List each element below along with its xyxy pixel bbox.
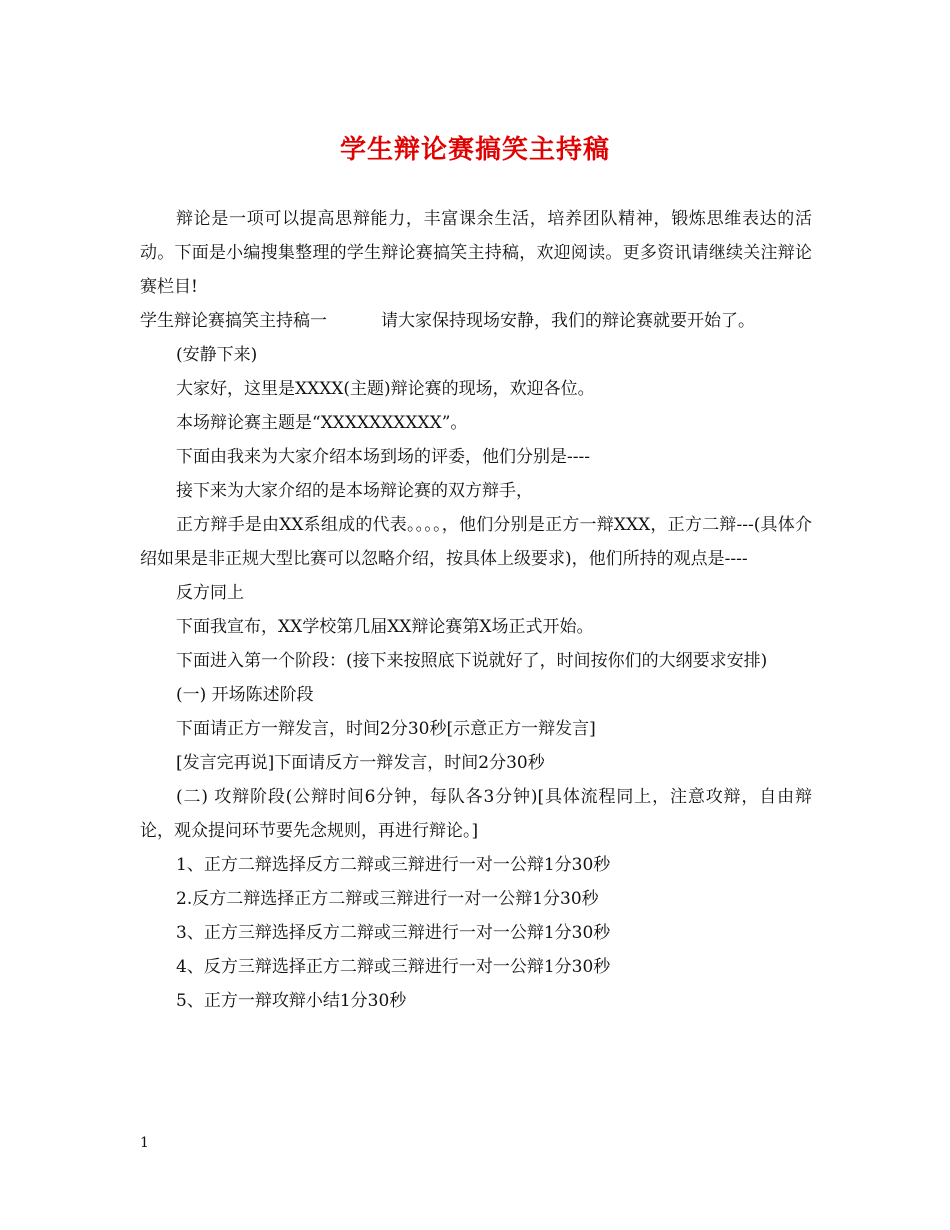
- list-item: 1、正方二辩选择反方二辩或三辩进行一对一公辩1分30秒: [176, 855, 611, 875]
- list-item: 5、正方一辩攻辩小结1分30秒: [176, 991, 407, 1011]
- page-number: 1: [140, 1135, 149, 1151]
- body-paragraph: (安静下来): [176, 345, 258, 365]
- body-paragraph: 接下来为大家介绍的是本场辩论赛的双方辩手，: [176, 481, 533, 501]
- body-paragraph: 反方同上: [176, 583, 244, 603]
- list-item: 3、正方三辩选择反方二辩或三辩进行一对一公辩1分30秒: [176, 923, 611, 943]
- body-paragraph: [发言完再说]下面请反方一辩发言，时间2分30秒: [176, 753, 545, 773]
- list-item: 4、反方三辩选择正方二辩或三辩进行一对一公辩1分30秒: [176, 957, 611, 977]
- section-first-line: [140, 304, 812, 338]
- body-paragraph: 下面由我来为大家介绍本场到场的评委，他们分别是----: [176, 447, 590, 467]
- list-item: 2.反方二辩选择正方二辩或三辩进行一对一公辩1分30秒: [176, 889, 599, 909]
- body-paragraph: 大家好，这里是XXXX(主题)辩论赛的现场，欢迎各位。: [176, 379, 595, 399]
- body-paragraph: 下面请正方一辩发言，时间2分30秒[示意正方一辩发言]: [176, 719, 596, 739]
- intro-paragraph: 辩论是一项可以提高思辩能力，丰富课余生活，培养团队精神，锻炼思维表达的活动。下面是小编搜集整理的学生辩论赛搞笑主持稿，欢迎阅读。更多资讯请继续关注辩论赛栏目!: [140, 209, 812, 297]
- stage-heading: (一) 开场陈述阶段: [176, 685, 314, 705]
- body-paragraph: 本场辩论赛主题是“XXXXXXXXXX”。: [176, 413, 468, 433]
- body-paragraph: 正方辩手是由XX系组成的代表。。。。，他们分别是正方一辩XXX，正方二辩---(具体介绍如果是非正规大型比赛可以忽略介绍，按具体上级要求)，他们所持的观点是----: [140, 515, 812, 569]
- body-paragraph: 下面进入第一个阶段：(接下来按照底下说就好了，时间按你们的大纲要求安排): [176, 651, 768, 671]
- section-first-sentence: 请大家保持现场安静，我们的辩论赛就要开始了。: [381, 311, 755, 331]
- document-body: [140, 202, 812, 1018]
- stage-heading: (二) 攻辩阶段(公辩时间6分钟，每队各3分钟)[具体流程同上，注意攻辩，自由辩论，观众提问环节要先念规则，再进行辩论。]: [140, 787, 812, 841]
- body-paragraph: 下面我宣布，XX学校第几届XX辩论赛第X场正式开始。: [176, 617, 594, 637]
- document-title: 学生辩论赛搞笑主持稿: [339, 135, 610, 165]
- section-heading: 学生辩论赛搞笑主持稿一: [140, 311, 327, 331]
